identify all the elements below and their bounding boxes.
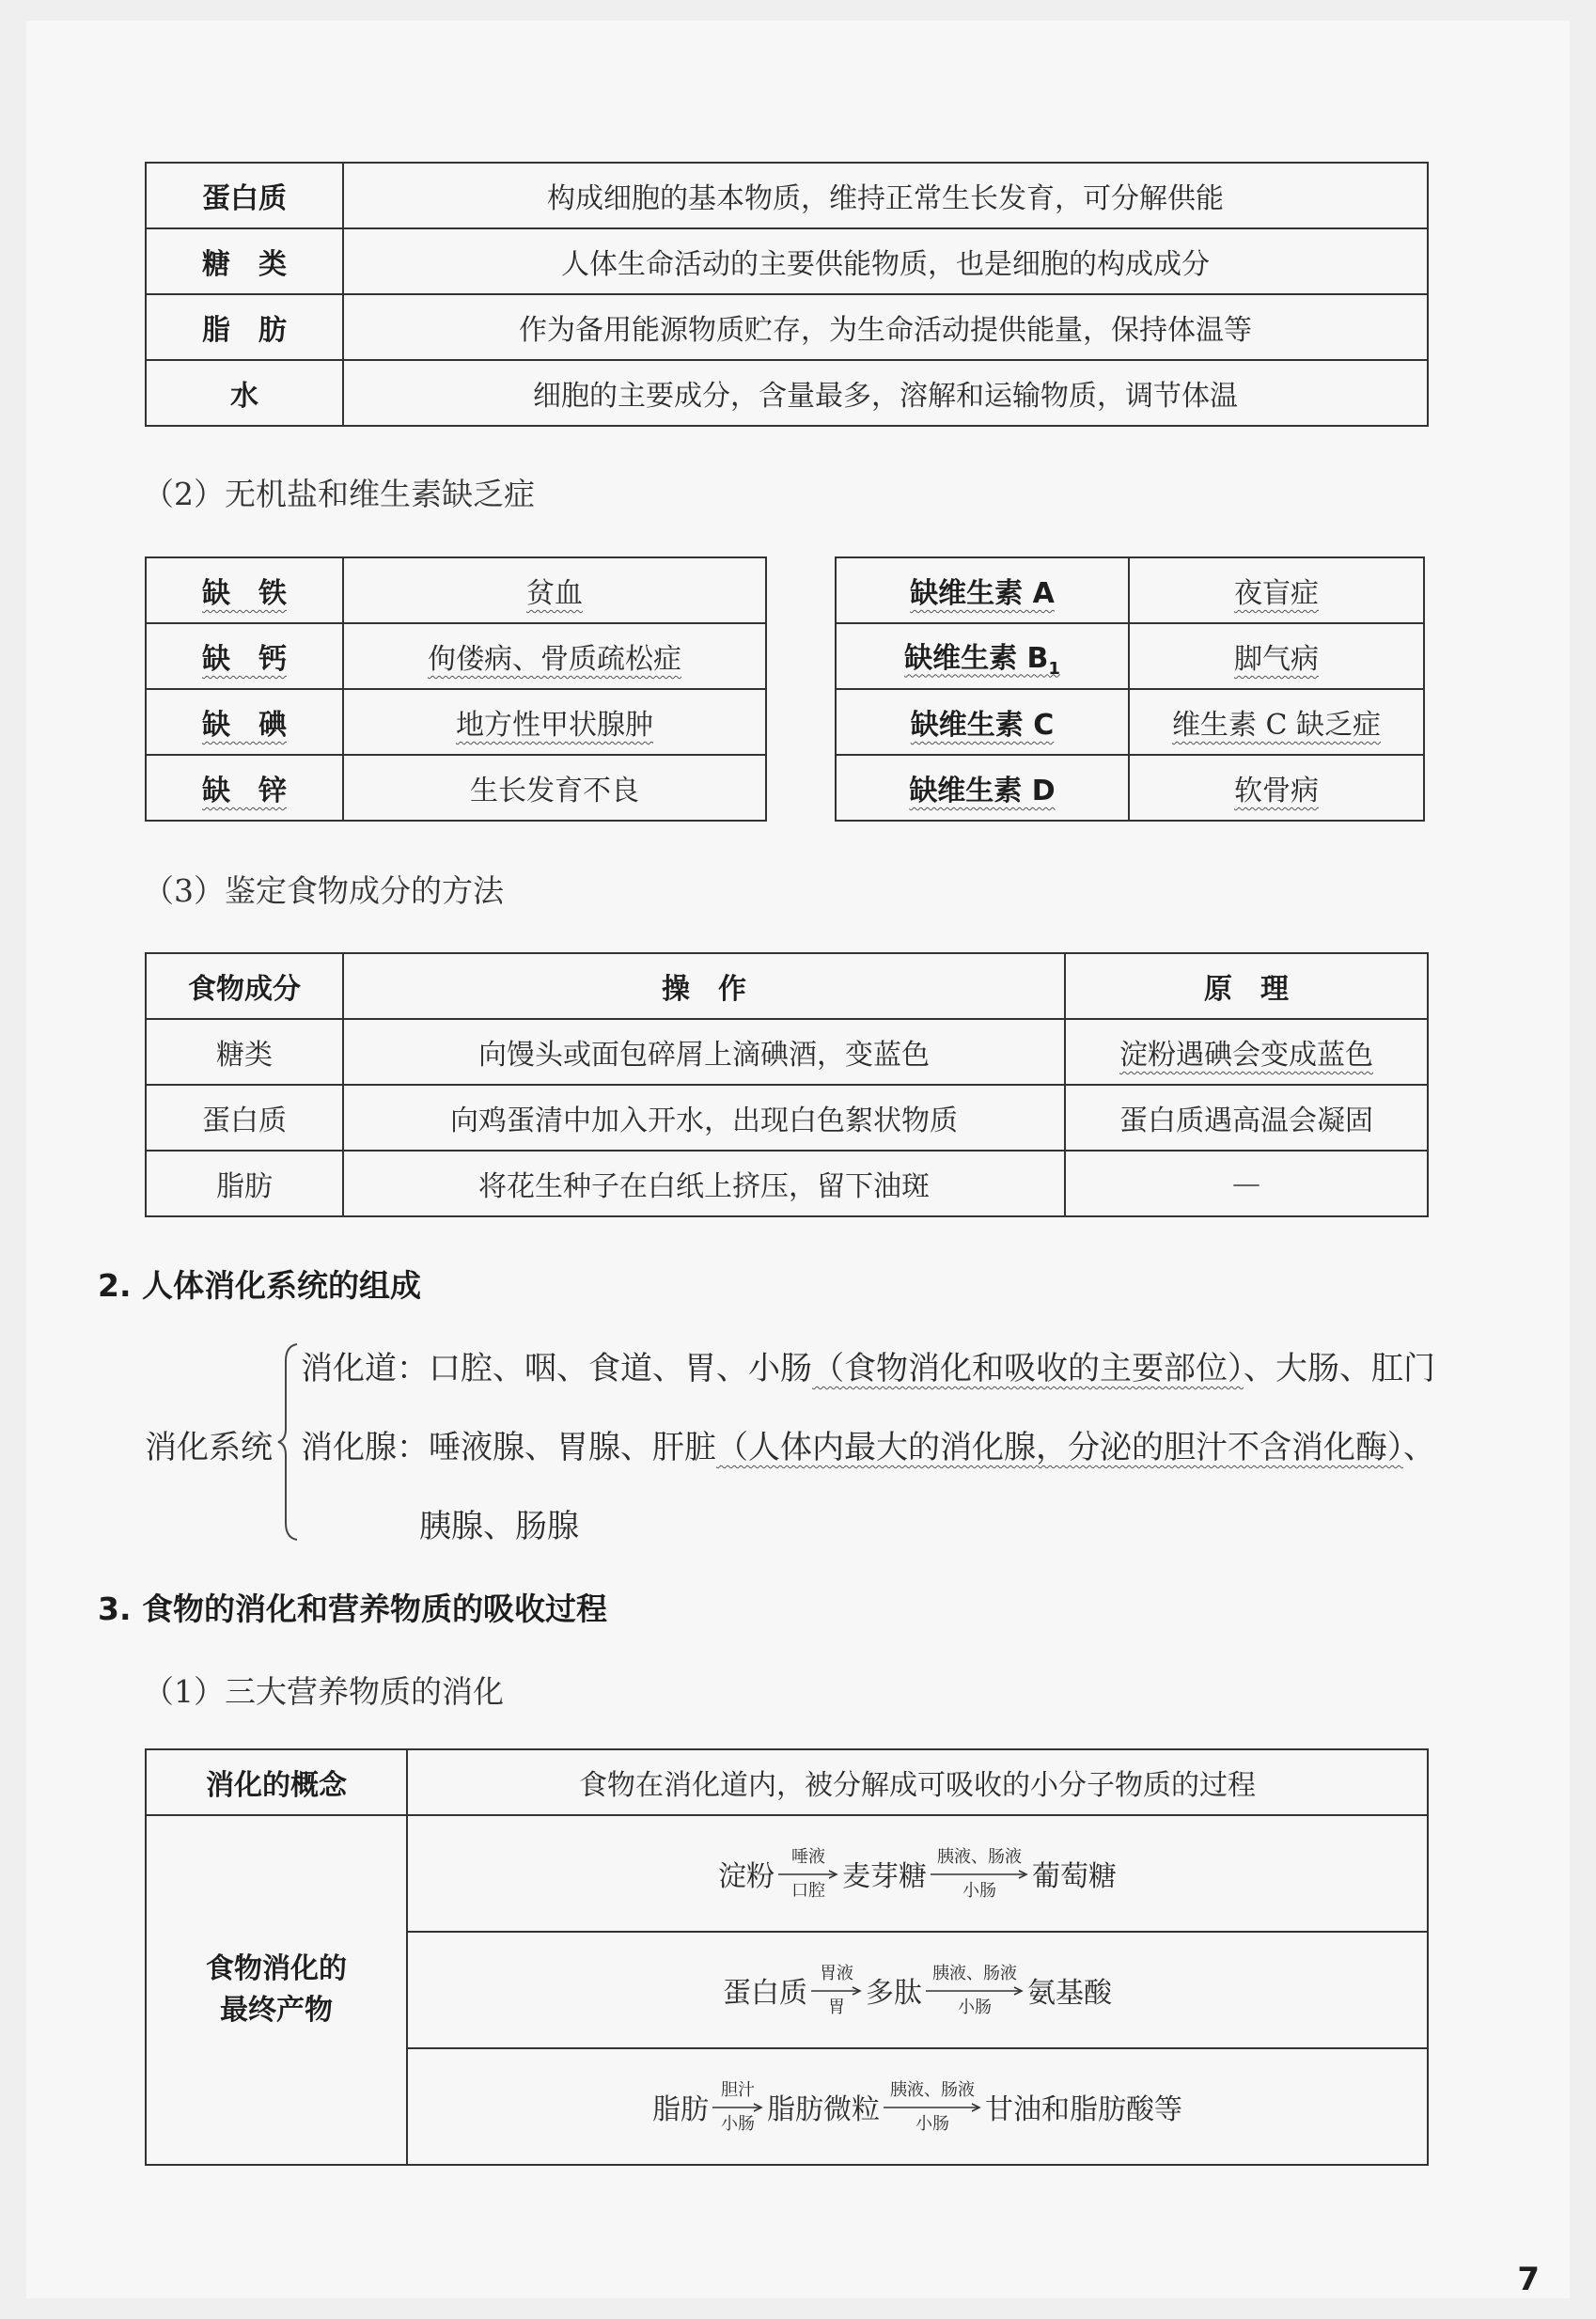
table-row [146,623,766,689]
table-row [146,1151,1428,1216]
table-row [146,1815,1428,1932]
arrow-icon [778,1869,838,1880]
reaction-arrow: 胰液、肠液 小肠 [926,1965,1024,2017]
principle: — [1065,1151,1428,1216]
table-row [146,1085,1428,1151]
vitamins-table [835,556,1425,822]
brace-icon [276,1342,299,1542]
deficiency-disease: 地方性甲状腺肿 [343,689,766,755]
arrow-icon [712,2102,763,2113]
table-row [836,557,1424,623]
table-row [146,163,1428,228]
vitamin-name: 缺维生素 D [836,755,1129,821]
nutrient-name: 脂 肪 [146,294,343,360]
reactant: 蛋白质 [723,1977,807,2010]
mineral-name: 缺 锌 [146,755,343,821]
fat-equation [407,2048,1428,2165]
mineral-name: 缺 钙 [146,623,343,689]
reaction-arrow: 胰液、肠液 小肠 [884,2081,981,2134]
intermediate: 麦芽糖 [842,1860,927,1893]
vitamin-name: 缺维生素 C [836,689,1129,755]
tract-items: 口腔、咽、食道、胃、小肠 [429,1350,812,1387]
deficiency-disease: 维生素 C 缺乏症 [1129,689,1424,755]
digestive-system-label: 消化系统 [145,1429,273,1466]
arrow-icon [884,2102,981,2113]
deficiency-disease: 佝偻病、骨质疏松症 [343,623,766,689]
products-label: 食物消化的 最终产物 [146,1815,407,2165]
tract-note: （食物消化和吸收的主要部位） [812,1350,1244,1387]
tract-label: 消化道： [301,1350,429,1387]
table-row [146,1749,1428,1815]
digestive-tract-line [301,1342,1435,1388]
gland-items: 唾液腺、胃腺、肝脏 [429,1429,716,1466]
table-row [146,557,766,623]
principle: 淀粉遇碘会变成蓝色 [1065,1019,1428,1085]
product: 葡萄糖 [1032,1860,1117,1893]
reaction-arrow: 胆汁 小肠 [712,2081,763,2134]
table-row [836,755,1424,821]
mineral-name: 缺 铁 [146,557,343,623]
nutrient-description: 构成细胞的基本物质，维持正常生长发育，可分解供能 [343,163,1428,228]
gland-separator: 、 [1403,1429,1435,1466]
nutrient-name: 糖 类 [146,228,343,294]
digestion-table [145,1748,1429,2166]
table-row [146,228,1428,294]
deficiency-disease: 软骨病 [1129,755,1424,821]
header-food: 食物成分 [146,953,343,1019]
tract-rest: 、大肠、肛门 [1244,1350,1435,1387]
nutrient-description: 作为备用能源物质贮存，为生命活动提供能量，保持体温等 [343,294,1428,360]
digestive-gland-line [301,1421,1435,1467]
intermediate: 脂肪微粒 [767,2093,880,2126]
vitamin-name: 缺维生素 $B_1$ [836,623,1129,689]
nutrient-description: 人体生命活动的主要供能物质，也是细胞的构成成分 [343,228,1428,294]
deficiency-disease: 夜盲症 [1129,557,1424,623]
starch-equation [407,1815,1428,1932]
page-number: 7 [1517,2261,1540,2298]
minerals-table [145,556,767,822]
arrow-icon [926,1985,1024,1997]
reaction-arrow: 胃液 胃 [811,1965,862,2017]
food-test-table [145,952,1429,1217]
protein-equation [407,1932,1428,2048]
subtitle-three-nutrients: （1）三大营养物质的消化 [143,1673,504,1710]
table-row [146,294,1428,360]
nutrients-table [145,162,1429,427]
deficiency-disease: 生长发育不良 [343,755,766,821]
product: 甘油和脂肪酸等 [985,2093,1182,2126]
concept-text: 食物在消化道内，被分解成可吸收的小分子物质的过程 [407,1749,1428,1815]
food-name: 脂肪 [146,1151,343,1216]
subtitle-deficiency: （2）无机盐和维生素缺乏症 [143,476,535,512]
food-name: 蛋白质 [146,1085,343,1151]
product: 氨基酸 [1027,1977,1112,2010]
vitamin-name: 缺维生素 A [836,557,1129,623]
reaction-arrow: 胰液、肠液 小肠 [931,1848,1028,1901]
table-row [836,623,1424,689]
table-header-row [146,953,1428,1019]
concept-label: 消化的概念 [146,1749,407,1815]
arrow-icon [811,1985,862,1997]
nutrient-name: 蛋白质 [146,163,343,228]
subtitle-food-test: （3）鉴定食物成分的方法 [143,872,504,909]
table-row [146,1019,1428,1085]
gland-label: 消化腺： [301,1429,429,1466]
reactant: 脂肪 [652,2093,709,2126]
table-row [146,755,766,821]
arrow-icon [931,1869,1028,1880]
digestive-gland-line-2: 胰腺、肠腺 [419,1508,579,1545]
gland-note: （人体内最大的消化腺，分泌的胆汁不含消化酶） [716,1429,1403,1466]
principle: 蛋白质遇高温会凝固 [1065,1085,1428,1151]
operation: 将花生种子在白纸上挤压，留下油斑 [343,1151,1065,1216]
mineral-name: 缺 碘 [146,689,343,755]
food-name: 糖类 [146,1019,343,1085]
intermediate: 多肽 [866,1977,922,2010]
nutrient-name: 水 [146,360,343,426]
deficiency-disease: 脚气病 [1129,623,1424,689]
reaction-arrow: 唾液 口腔 [778,1848,838,1901]
operation: 向鸡蛋清中加入开水，出现白色絮状物质 [343,1085,1065,1151]
header-operation: 操 作 [343,953,1065,1019]
section-heading: 2. 人体消化系统的组成 [98,1267,421,1304]
reactant: 淀粉 [718,1860,775,1893]
deficiency-disease: 贫血 [343,557,766,623]
operation: 向馒头或面包碎屑上滴碘酒，变蓝色 [343,1019,1065,1085]
nutrient-description: 细胞的主要成分，含量最多，溶解和运输物质，调节体温 [343,360,1428,426]
table-row [836,689,1424,755]
header-principle: 原 理 [1065,953,1428,1019]
section-heading: 3. 食物的消化和营养物质的吸收过程 [98,1590,607,1627]
table-row [146,360,1428,426]
table-row [146,689,766,755]
